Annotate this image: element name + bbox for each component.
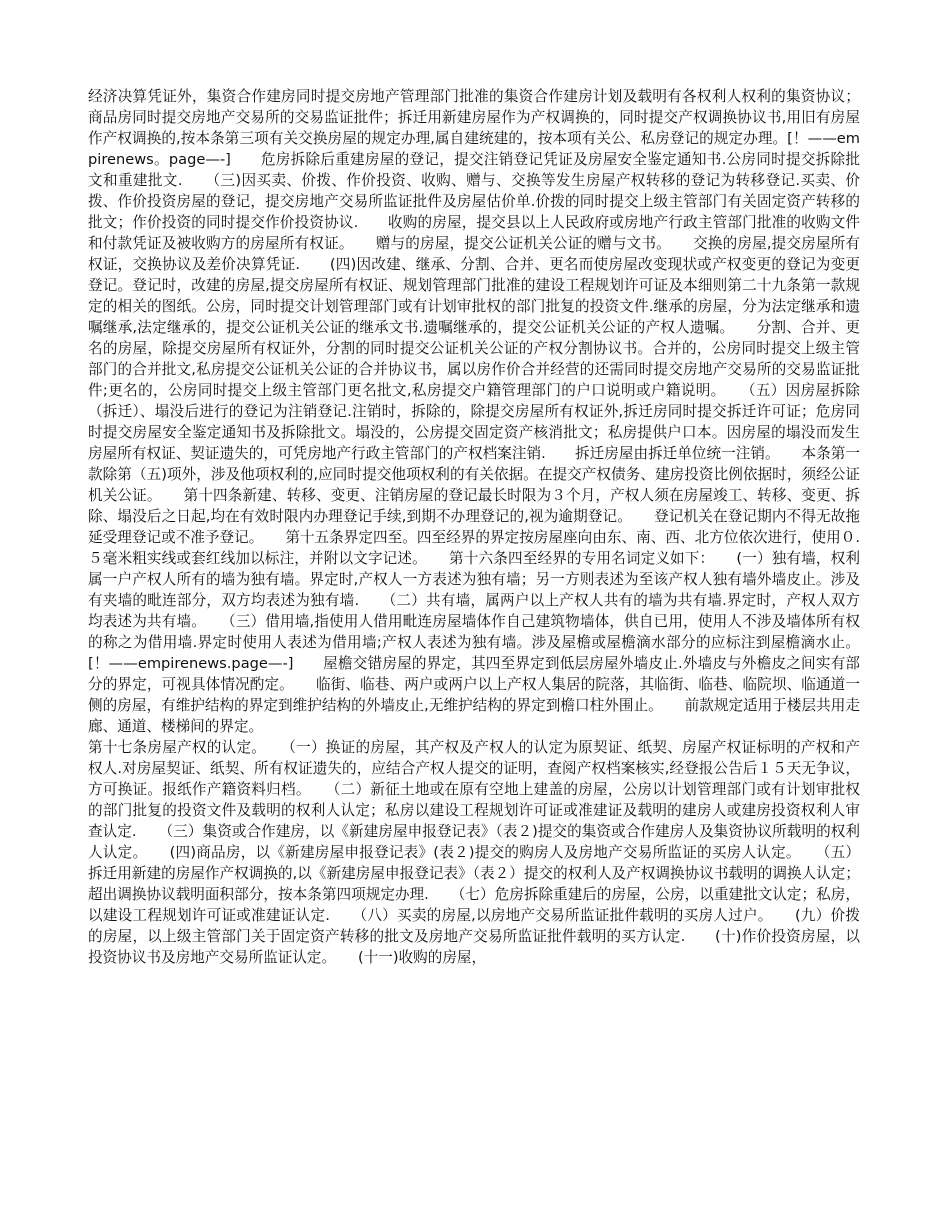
document-body — [88, 86, 860, 968]
paragraph-1: 经济决算凭证外，集资合作建房同时提交房地产管理部门批准的集资合作建房计划及载明有各权利人权利的集资协议；商品房同时提交房地产交易所的交易监证批件；拆迁用新建房屋作为产权调换的，同时提交产权调换协议书,用旧有房屋作产权调换的,按本条第三项有关交换房屋的规定办理,属自建统建的，按本项有关公、私房登记的规定办理。[！——empirenews。page—-] 危房拆除后重建房屋的登记，提交注销登记凭证及房屋安全鉴定通知书.公房同时提交拆除批文和重建批文. （三)因买卖、价拨、作价投资、收购、赠与、交换等发生房屋产权转移的登记为转移登记.买卖、价拨、作价投资房屋的登记，提交房地产交易所监证批件及房屋估价单.价拨的同时提交上级主管部门有关固定资产转移的批文；作价投资的同时提交作价投资协议. 收购的房屋，提交县以上人民政府或房地产行政主管部门批准的收购文件和付款凭证及被收购方的房屋所有权证。 赠与的房屋，提交公证机关公证的赠与文书。 交换的房屋,提交房屋所有权证，交换协议及差价决算凭证. (四)因改建、继承、分割、合并、更名而使房屋改变现状或产权变更的登记为变更登记。登记时，改建的房屋,提交房屋所有权证、规划管理部门批准的建设工程规划许可证及本细则第二十九条第一款规定的相关的图纸。公房，同时提交计划管理部门或有计划审批权的部门批复的投资文件.继承的房屋，分为法定继承和遗嘱继承,法定继承的，提交公证机关公证的继承文书.遗嘱继承的，提交公证机关公证的产权人遗嘱。 分割、合并、更名的房屋，除提交房屋所有权证外，分割的同时提交公证机关公证的产权分割协议书。合并的，公房同时提交上级主管部门的合并批文,私房提交公证机关公证的合并协议书，属以房作价合并经营的还需同时提交房地产交易所的交易监证批件;更名的，公房同时提交上级主管部门更名批文,私房提交户籍管理部门的户口说明或户籍说明。 （五）因房屋拆除（拆迁）、塌没后进行的登记为注销登记.注销时，拆除的，除提交房屋所有权证外,拆迁房同时提交拆迁许可证；危房同时提交房屋安全鉴定通知书及拆除批文。塌没的，公房提交固定资产核消批文；私房提供户口本。因房屋的塌没而发生房屋所有权证、契证遗失的，可凭房地产行政主管部门的产权档案注销. 拆迁房屋由拆迁单位统一注销。 本条第一款除第（五)项外，涉及他项权利的,应同时提交他项权利的有关依据。在提交产权债务、建房投资比例依据时，须经公证机关公证。 第十四条新建、转移、变更、注销房屋的登记最长时限为３个月，产权人须在房屋竣工、转移、变更、拆除、塌没后之日起,均在有效时限内办理登记手续,到期不办理登记的,视为逾期登记。 登记机关在登记期内不得无故拖延受理登记或不准予登记。 第十五条界定四至。四至经界的界定按房屋座向由东、南、西、北方位依次进行，使用０.５毫米粗实线或套红线加以标注，并附以文字记述。 第十六条四至经界的专用名词定义如下： (一）独有墙，权利属一户产权人所有的墙为独有墙。界定时,产权人一方表述为独有墙；另一方则表述为至该产权人独有墙外墙皮止。涉及有夹墙的毗连部分，双方均表述为独有墙. （二）共有墙，属两户以上产权人共有的墙为共有墙.界定时，产权人双方均表述为共有墙。 （三）借用墙,指使用人借用毗连房屋墙体作自己建筑物墙体，供自已用，使用人不涉及墙体所有权的称之为借用墙.界定时使用人表述为借用墙;产权人表述为独有墙。涉及屋檐或屋檐滴水部分的应标注到屋檐滴水止。[！——empirenews.page—-] 屋檐交错房屋的界定，其四至界定到低层房屋外墙皮止.外墙皮与外檐皮之间实有部分的界定，可视具体情况酌定。 临街、临巷、两户或两户以上产权人集居的院落，其临街、临巷、临院坝、临通道一侧的房屋，有维护结构的界定到维护结构的外墙皮止,无维护结构的界定到檐口柱外围止。 前款规定适用于楼层共用走廊、通道、楼梯间的界定。 — [88, 88, 860, 735]
paragraph-2: 第十七条房屋产权的认定。 （一）换证的房屋，其产权及产权人的认定为原契证、纸契、房屋产权证标明的产权和产权人.对房屋契证、纸契、所有权证遗失的，应结合产权人提交的证明，查阅产权档案核实,经登报公告后１５天无争议，方可换证。报纸作产籍资料归档。 （二）新征土地或在原有空地上建盖的房屋，公房以计划管理部门或有计划审批权的部门批复的投资文件及载明的权利人认定；私房以建设工程规划许可证或准建证及载明的建房人或建房投资权利人审查认定. （三）集资或合作建房，以《新建房屋申报登记表》（表２)提交的集资或合作建房人及集资协议所载明的权利人认定。 (四)商品房，以《新建房屋申报登记表》(表２)提交的购房人及房地产交易所监证的买房人认定。 （五）拆迁用新建的房屋作产权调换的,以《新建房屋申报登记表》（表２）提交的权利人及产权调换协议书载明的调换人认定；超出调换协议载明面积部分，按本条第四项规定办理. （七）危房拆除重建后的房屋，公房，以重建批文认定；私房，以建设工程规划许可证或准建证认定. （八）买卖的房屋,以房地产交易所监证批件载明的买房人过户。 (九）价拨的房屋，以上级主管部门关于固定资产转移的批文及房地产交易所监证批件载明的买方认定. (十)作价投资房屋，以投资协议书及房地产交易所监证认定。 (十一)收购的房屋， — [88, 739, 860, 966]
